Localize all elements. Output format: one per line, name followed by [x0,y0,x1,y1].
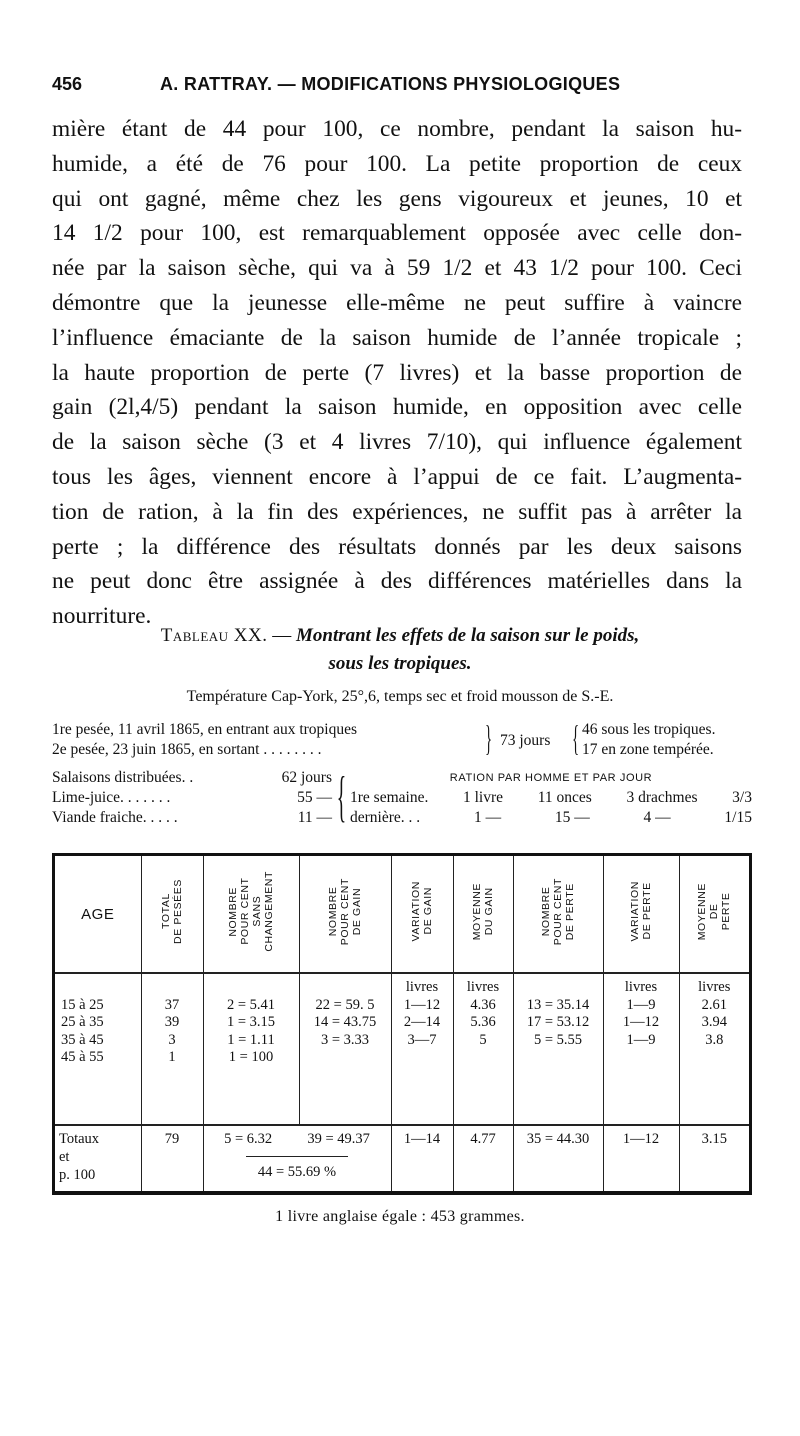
totals-total: 79 [141,1125,203,1191]
loss-var-cell: 1—9 [626,996,656,1013]
body-paragraph [52,112,742,634]
header-loss-var: VARIATION DE PERTE [603,856,679,973]
ration-row [350,808,752,828]
totals-unchanged: 5 = 6.32 [224,1131,273,1148]
header-gain-avg: MOYENNE DU GAIN [453,856,513,973]
provision-value: 62 jours [281,769,332,786]
age-cell: 15 à 25 [61,996,104,1013]
totals-combined: 44 = 55.69 % [257,1164,337,1181]
footnote: 1 livre anglaise égale : 453 grammes. [275,1208,525,1225]
provision-label: Salaisons distribuées. . [52,769,194,786]
body-line: tion de ration, à la fin des expériences, ne suffit pas à arrêter la [52,498,742,525]
provision-row [52,808,332,828]
loss-var-cell: 1—9 [626,1031,656,1048]
body-line: ne peut donc être assignée à des différences matérielles dans la [52,568,742,595]
loss-avg-cell: 3.94 [701,1014,727,1030]
loss-var-cells [603,973,679,1125]
ration-value: 11 onces [537,789,592,806]
ration-value: 15 — [554,809,590,826]
body-line: qui ont gagné, même chez les gens vigoureux et jeunes, 10 et [52,185,742,212]
totals-loss-avg: 3.15 [679,1125,749,1191]
body-line: gain (2l,4/5) pendant la saison humide, en opposition avec celle [52,394,742,421]
body-line: nourriture. [52,603,152,630]
ration-value: 3 drachmes [626,789,698,806]
loss-pct-cell: 13 = 35.14 [526,996,590,1013]
provision-value: 55 — [297,789,332,806]
brace-glyph: { [572,718,580,758]
brace-glyph: { [336,766,347,828]
loss-avg-cell: 3.8 [705,1031,724,1048]
loss-avg-cell: 2.61 [701,996,727,1013]
weight-table [52,853,752,1195]
body-line: née par la saison sèche, qui va à 59 1/2 et 43 1/2 pour 100. Ceci [52,255,742,282]
caption-title: Montrant les effets de la saison sur le poids, [295,625,640,646]
ration-value: 1/15 [724,809,752,826]
totals-label: Totaux et p. 100 [55,1125,141,1191]
header-unchanged: NOMBRE POUR CENT SANS CHANGEMENT [203,856,299,973]
unchanged-cell: 1 = 1.11 [227,1031,275,1048]
body-line: mière étant de 44 pour 100, ce nombre, pendant la saison hu- [52,116,742,142]
loss-pct-cell: 5 = 5.55 [533,1031,583,1048]
header-loss-avg: MOYENNE DE PERTE [679,856,749,973]
ration-value: 3/3 [732,789,752,806]
weighing-first: 1re pesée, 11 avril 1865, en entrant aux tropiques [52,721,358,738]
totals-gain-avg: 4.77 [453,1125,513,1191]
totals-gain-var: 1—14 [391,1125,453,1191]
weighings-block [52,720,752,766]
zone-tropics: 46 sous les tropiques. [582,721,716,738]
provision-value: 11 — [297,809,332,826]
body-line: l’influence émaciante de la saison humide de l’année tropicale ; [52,324,742,351]
loss-avg-cells [679,973,749,1125]
gain-var-cell: 3—7 [407,1031,437,1048]
gain-avg-cell: 5 [479,1031,487,1048]
provision-label: Viande fraiche. . . . . [52,809,178,826]
ration-value: 1 livre [463,789,504,806]
totals-loss-var: 1—12 [603,1125,679,1191]
header-gain-pct: NOMBRE POUR CENT DE GAIN [299,856,391,973]
header-age: AGE [55,856,141,973]
age-cell: 45 à 55 [61,1049,104,1065]
body-line: démontre que la jeunesse elle-même ne peut suffire à vaincre [52,289,742,316]
gain-pct-cell: 3 = 3.33 [320,1031,370,1048]
gain-var-cell: 2—14 [403,1014,441,1030]
brace-glyph: } [485,718,493,758]
unchanged-cell: 1 = 100 [228,1049,274,1065]
gain-avg-cells [453,973,513,1125]
loss-pct-cells [513,973,603,1125]
header-total: TOTAL DE PESÉES [141,856,203,973]
ration-value: 1 — [473,809,502,826]
loss-var-cell: 1—12 [622,1014,660,1030]
caption-dash: — [272,625,292,646]
divider [246,1156,347,1157]
gain-pct-cells [299,973,391,1125]
gain-pct-cell: 14 = 43.75 [313,1014,377,1030]
body-line: perte ; la différence des résultats donnés par les deux saisons [52,533,742,560]
body-line: humide, a été de 76 pour 100. La petite proportion de ceux [52,150,742,177]
provision-row [52,788,332,808]
unchanged-cells [203,973,299,1125]
zone-temperate: 17 en zone tempérée. [582,741,714,758]
unit-label: livres [624,979,658,995]
unit-label: livres [405,979,439,995]
ration-heading: RATION PAR HOMME ET PAR JOUR [449,772,653,784]
gain-pct-cell: 22 = 59. 5 [315,996,375,1013]
header-gain-var: VARIATION DE GAIN [391,856,453,973]
table-caption [60,622,740,678]
total-cell: 1 [168,1049,176,1065]
page-number: 456 [52,74,83,94]
body-line: de la saison sèche (3 et 4 livres 7/10), qui influence également [52,429,742,456]
body-line: tous les âges, viennent encore à l’appui de ce fait. L’augmenta- [52,463,742,490]
total-cell: 3 [168,1031,176,1048]
total-cell: 37 [164,996,180,1013]
page-header [52,74,752,104]
unit-label: livres [466,979,500,995]
table-label: Tableau XX. [160,625,268,646]
loss-pct-cell: 17 = 53.12 [526,1014,590,1030]
gain-avg-cell: 4.36 [470,996,496,1013]
total-cells [141,973,203,1125]
rations-block [52,768,752,834]
gain-var-cell: 1—12 [403,996,441,1013]
total-cell: 39 [164,1014,180,1030]
ration-row [350,788,752,808]
provision-label: Lime-juice. . . . . . . [52,789,171,806]
days-count: 73 jours [500,732,551,749]
gain-avg-cell: 5.36 [470,1014,496,1030]
unchanged-cell: 2 = 5.41 [226,996,276,1013]
caption-title-cont: sous les tropiques. [328,653,472,674]
unit-label: livres [698,979,731,995]
totals-loss-pct: 35 = 44.30 [513,1125,603,1191]
age-cells [55,973,141,1125]
weighing-second: 2e pesée, 23 juin 1865, en sortant . . . . . . . . [52,741,322,758]
ration-period: 1re semaine. [350,789,429,806]
totals-merged [203,1125,391,1191]
age-cell: 35 à 45 [61,1031,104,1048]
age-cell: 25 à 35 [61,1014,104,1030]
totals-row [55,1125,749,1191]
provision-row [52,768,332,788]
body-line: la haute proportion de perte (7 livres) et la basse proportion de [52,359,742,386]
unchanged-cell: 1 = 3.15 [226,1014,276,1030]
gain-var-cells [391,973,453,1125]
table-row [55,973,749,1125]
body-line: 14 1/2 pour 100, est remarquablement opposée avec celle don- [52,220,742,247]
ration-value: 4 — [643,809,671,826]
climate-line: Température Cap-York, 25°,6, temps sec et froid mousson de S.-E. [186,688,614,705]
ration-period: dernière. . . [350,809,421,826]
running-title: A. RATTRAY. — MODIFICATIONS PHYSIOLOGIQUES [160,74,621,94]
header-loss-pct: NOMBRE POUR CENT DE PERTE [513,856,603,973]
totals-gain-pct: 39 = 49.37 [307,1131,370,1148]
